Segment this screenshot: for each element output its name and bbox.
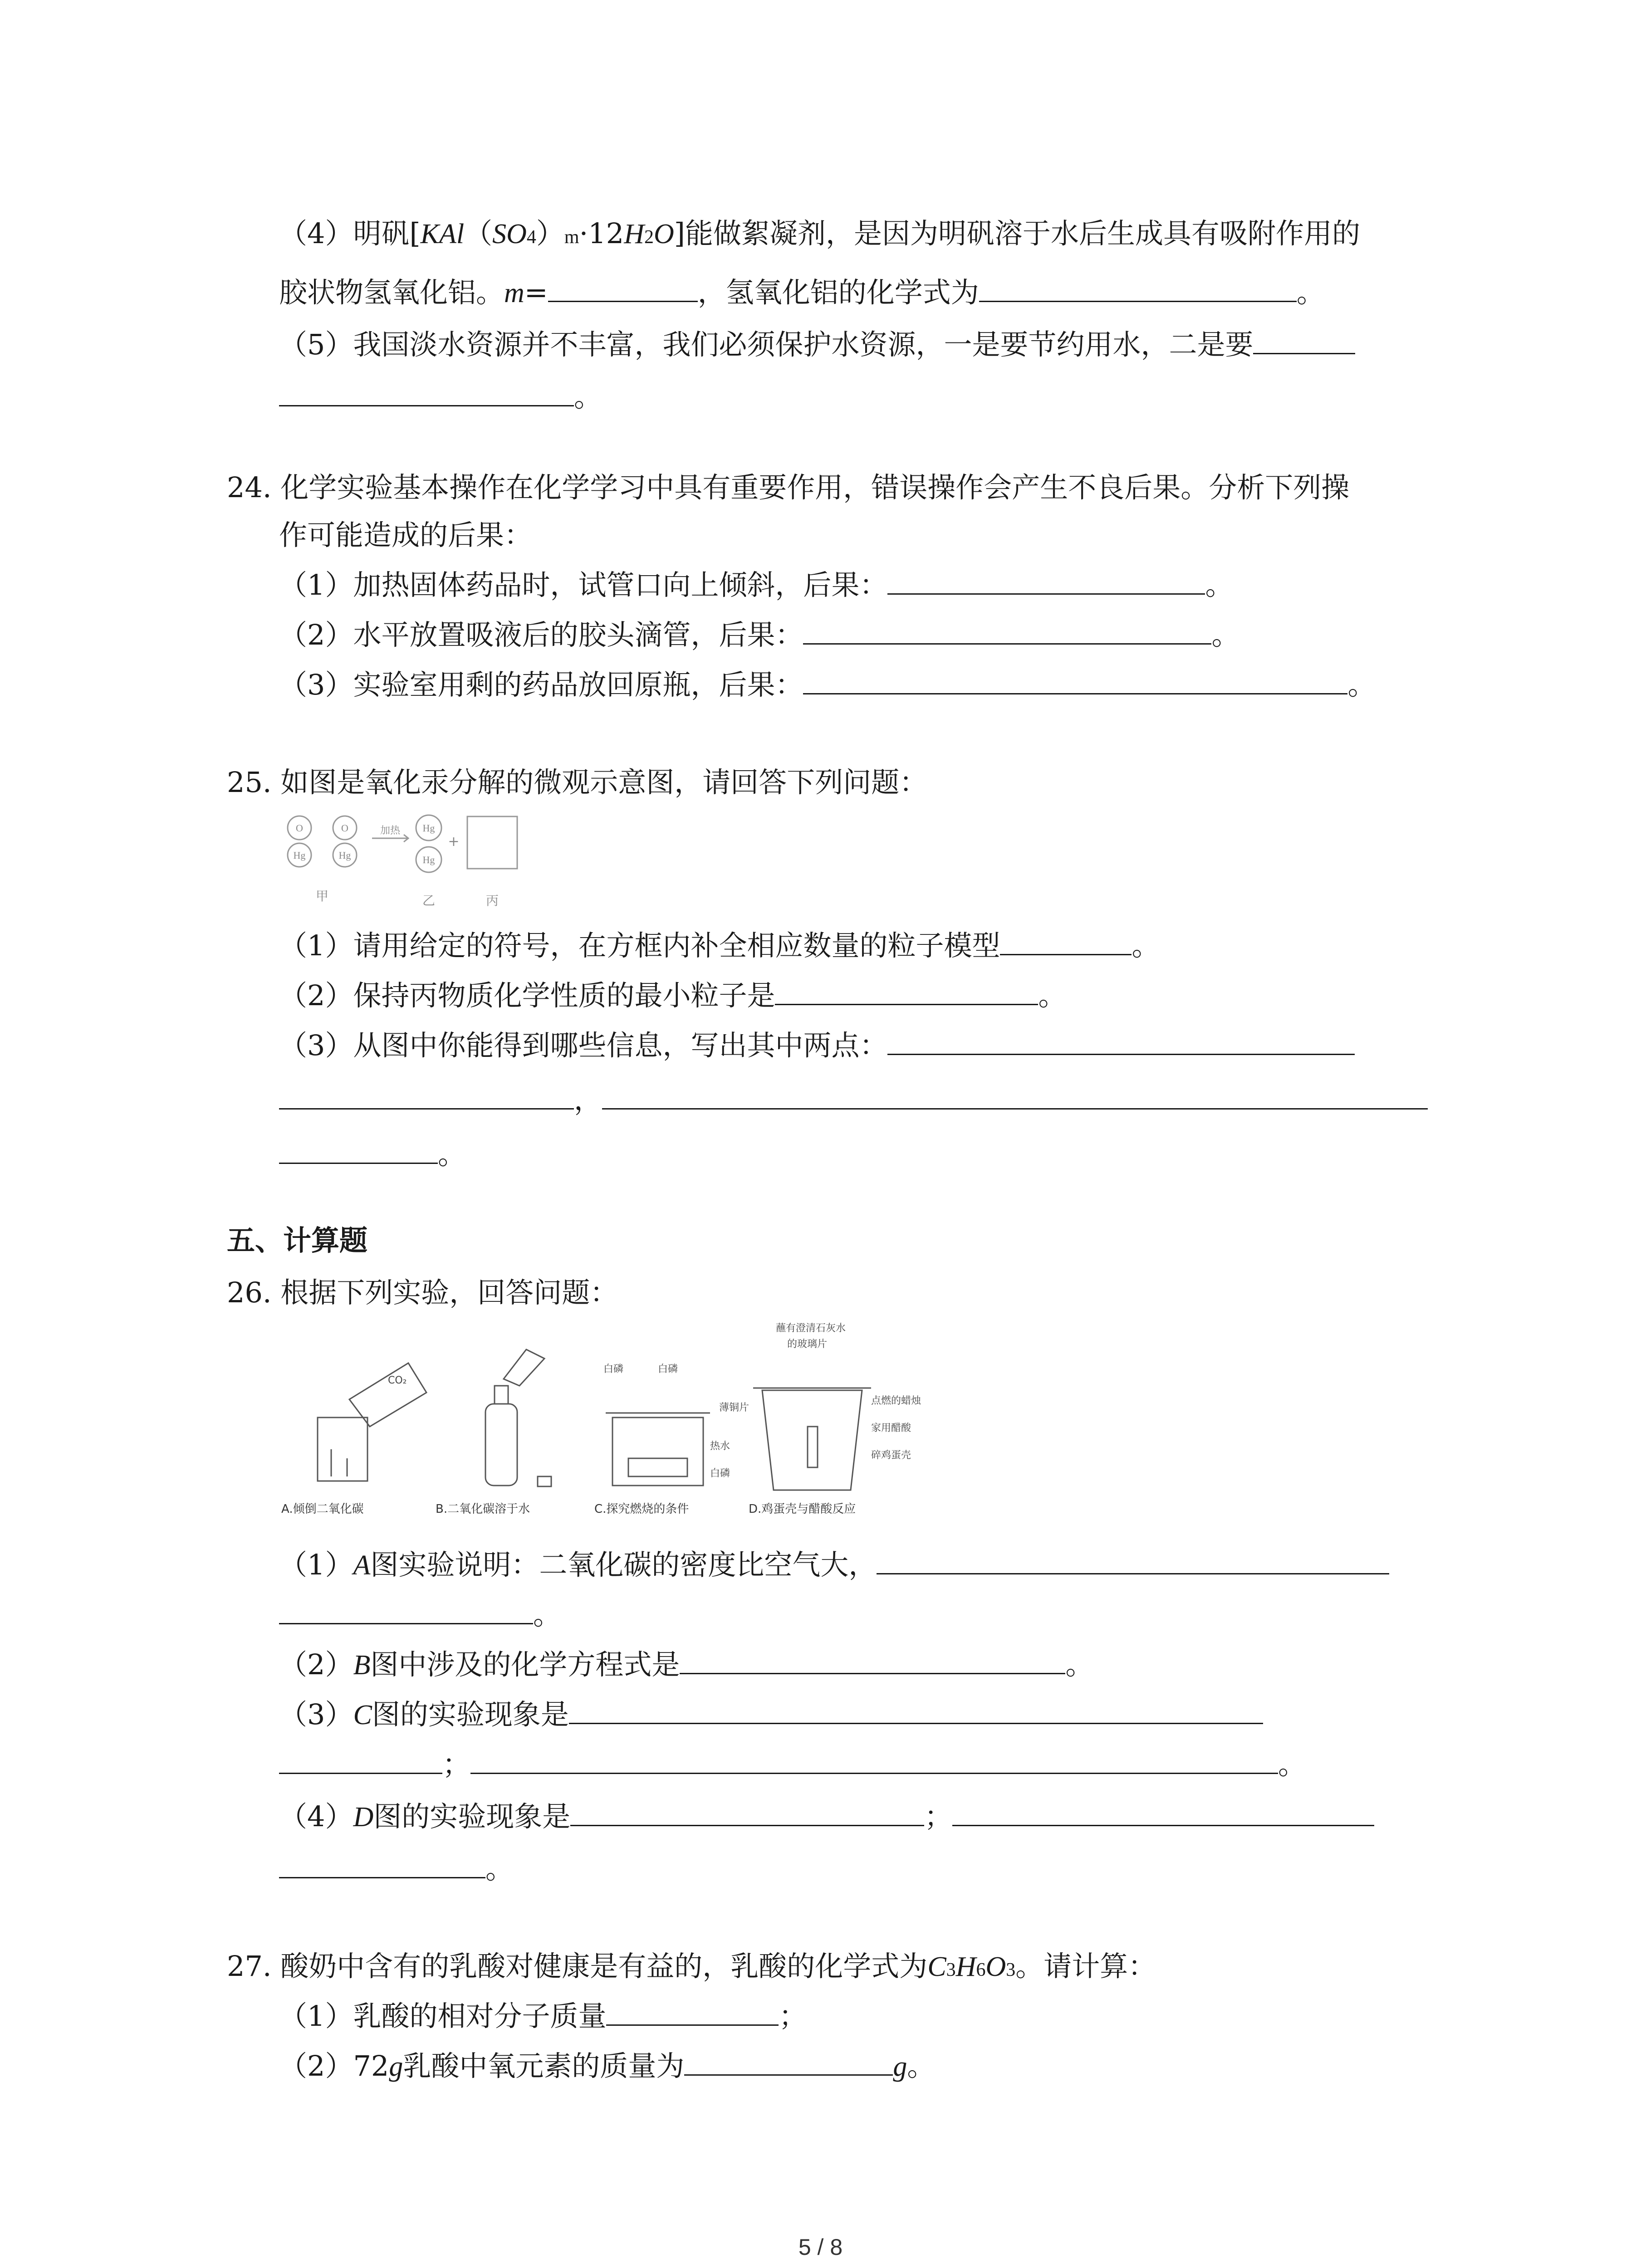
answer-blank-q26-3c[interactable]: [470, 1745, 1278, 1774]
period: 。: [438, 1138, 466, 1171]
q24-stem-line2: [279, 515, 532, 556]
beaker-d: [762, 1390, 862, 1490]
q25-part2: [279, 975, 1066, 1016]
q26-p2-text: 图中涉及的化学方程式是: [370, 1648, 680, 1681]
label-yi: 乙: [422, 893, 436, 908]
white-phosphorus-dish: [628, 1458, 687, 1476]
q26-part1-line1: [279, 1545, 1389, 1586]
q26-p4-text: 图的实验现象是: [373, 1800, 571, 1833]
formula-dot-12: ·12: [579, 217, 624, 250]
q27-stem-end: 。请计算：: [1015, 1950, 1156, 1983]
q24-p1-text: （1）加热固体药品时，试管口向上倾斜，后果：: [279, 568, 888, 601]
formula-so: SO: [492, 219, 527, 249]
formula-h: H: [624, 219, 644, 249]
q23-p4-text-rest: ]能做絮凝剂，是因为明矾溶于水后生成具有吸附作用的: [674, 217, 1360, 250]
q24-stem-cont: 作可能造成的后果：: [279, 518, 533, 552]
q25-part3-line1: [279, 1025, 1355, 1066]
period: 。: [1278, 1748, 1307, 1781]
q27-stem-line: [227, 1946, 1156, 1990]
q25-part3-line3: [279, 1134, 466, 1175]
formula-kal: KAl: [420, 219, 465, 249]
section-title-calculation: [227, 1220, 367, 1261]
label-white-p1: 白磷: [603, 1364, 624, 1375]
q23-part5-line2: [279, 376, 602, 417]
bottle-cap: [538, 1476, 551, 1486]
label-bing: 丙: [485, 893, 499, 908]
q27-part1: [279, 1996, 807, 2037]
var-b: B: [353, 1650, 371, 1681]
answer-blank-q26-3b[interactable]: [279, 1745, 442, 1774]
label-hot-water: 热水: [710, 1441, 730, 1452]
q27-stem: 27. 酸奶中含有的乳酸对健康是有益的，乳酸的化学式为: [227, 1950, 928, 1983]
bottle-neck: [495, 1386, 508, 1404]
q24-part2: [279, 615, 1239, 655]
q27-p2-num: （2）72: [279, 2049, 389, 2082]
period: 。: [485, 1852, 514, 1885]
label-white-p2: 白磷: [658, 1364, 678, 1375]
caption-d: D.鸡蛋壳与醋酸反应: [749, 1502, 856, 1516]
q23-p4-line2-text2: ，氢氧化铝的化学式为: [697, 276, 979, 309]
answer-blank-q25-3c[interactable]: [602, 1080, 1428, 1110]
unit-g: g: [893, 2051, 907, 2082]
comma: ，: [574, 1083, 603, 1116]
semicolon: ；: [924, 1800, 953, 1833]
formula-h-subscript: 2: [644, 227, 654, 248]
q26-experiment-figures: [272, 1313, 953, 1522]
period: 。: [1347, 668, 1376, 701]
paren-open: （: [464, 217, 493, 250]
period: 。: [533, 1598, 562, 1631]
q24-stem-line1: [227, 467, 1349, 508]
period: 。: [1205, 568, 1234, 601]
q26-part1-line2: [279, 1594, 561, 1635]
formula-so-subscript: 4: [526, 227, 536, 248]
label-lime-water-2: 的玻璃片: [787, 1339, 828, 1350]
plastic-bottle: [485, 1404, 517, 1486]
label-vinegar: 家用醋酸: [871, 1422, 911, 1434]
q25-stem: 25. 如图是氧化汞分解的微观示意图，请回答下列问题：: [227, 766, 928, 799]
q27-p2-text: 乳酸中氧元素的质量为: [403, 2049, 685, 2082]
label-eggshell: 碎鸡蛋壳: [871, 1450, 911, 1461]
answer-blank-q25-2[interactable]: [775, 976, 1038, 1005]
q26-p1-num: （1）: [279, 1548, 353, 1581]
answer-blank-q24-1[interactable]: [887, 565, 1205, 595]
q26-p2-num: （2）: [279, 1648, 353, 1681]
q26-part3-line2: [279, 1744, 1306, 1785]
caption-a: A.倾倒二氧化碳: [281, 1502, 364, 1516]
formula-o-subscript: 3: [1006, 1960, 1016, 1980]
condition-label: 加热: [380, 825, 401, 836]
answer-blank-q23-5b[interactable]: [279, 377, 574, 406]
answer-blank-m[interactable]: [548, 273, 698, 302]
beaker-c: [612, 1418, 703, 1486]
q23-p4-text: （4）明矾[: [279, 217, 421, 250]
formula-m-subscript: m: [564, 227, 579, 248]
q25-stem-line: [227, 762, 927, 803]
q26-part4-line1: [279, 1796, 1374, 1838]
q26-part4-line2: [279, 1848, 514, 1889]
q25-part1: [279, 925, 1160, 966]
hg-label-2: Hg: [338, 850, 351, 861]
period: 。: [1038, 979, 1067, 1012]
q26-p3-text: 图的实验现象是: [372, 1698, 569, 1731]
equals-sign: =: [524, 276, 548, 309]
q26-part3-line1: [279, 1694, 1263, 1735]
hg-label-3: Hg: [422, 822, 435, 834]
answer-blank-q24-2[interactable]: [803, 615, 1211, 645]
label-copper: 薄铜片: [719, 1402, 749, 1413]
formula-h-subscript: 6: [976, 1960, 986, 1980]
answer-blank-q23-5a[interactable]: [1253, 325, 1355, 354]
answer-blank-q25-3d[interactable]: [279, 1134, 438, 1164]
period: 。: [1296, 276, 1325, 309]
hg-label-1: Hg: [293, 850, 306, 861]
q25-part3-line2: [279, 1080, 1428, 1120]
answer-blank-q26-3a[interactable]: [569, 1695, 1263, 1724]
q25-p3-text: （3）从图中你能得到哪些信息，写出其中两点：: [279, 1029, 888, 1062]
answer-blank-q25-3b[interactable]: [279, 1080, 574, 1110]
formula-c-subscript: 3: [946, 1960, 956, 1980]
answer-blank-q24-3[interactable]: [803, 665, 1347, 694]
hg-label-4: Hg: [422, 854, 435, 865]
answer-blank-q26-2[interactable]: [680, 1645, 1065, 1674]
page-number: 5 / 8: [798, 2234, 843, 2260]
answer-blank-q26-1b[interactable]: [279, 1595, 533, 1624]
o-label-2: O: [341, 822, 348, 834]
answer-blank-q26-1a[interactable]: [877, 1545, 1389, 1574]
q24-part1: [279, 565, 1233, 606]
q26-p4-num: （4）: [279, 1800, 353, 1833]
semicolon: ；: [779, 1999, 807, 2033]
label-jia: 甲: [315, 889, 329, 904]
var-a: A: [353, 1550, 371, 1581]
period: 。: [1065, 1648, 1094, 1681]
answer-blank-q26-4c[interactable]: [279, 1849, 485, 1878]
q24-p2-text: （2）水平放置吸液后的胶头滴管，后果：: [279, 618, 803, 651]
answer-box-bing: [467, 816, 517, 869]
q24-p3-text: （3）实验室用剩的药品放回原瓶，后果：: [279, 668, 803, 701]
q24-stem: 24. 化学实验基本操作在化学学习中具有重要作用，错误操作会产生不良后果。分析下列操: [227, 471, 1350, 504]
q23-p5-text: （5）我国淡水资源并不丰富，我们必须保护水资源，一是要节约用水，二是要: [279, 328, 1254, 361]
mercury-oxide-decomposition-diagram: [277, 812, 531, 925]
answer-blank-q25-3a[interactable]: [887, 1026, 1355, 1055]
q26-part2: [279, 1644, 1093, 1686]
q27-p1-text: （1）乳酸的相对分子质量: [279, 1999, 607, 2033]
q24-part3: [279, 665, 1376, 705]
q23-part4-line1: [279, 213, 1360, 258]
label-lime-water-1: 蘸有澄清石灰水: [776, 1323, 846, 1334]
q25-p2-text: （2）保持丙物质化学性质的最小粒子是: [279, 979, 775, 1012]
plus-sign: +: [448, 834, 460, 850]
beaker-a: [318, 1418, 367, 1481]
label-candle: 点燃的蜡烛: [871, 1395, 921, 1407]
formula-h: H: [955, 1951, 976, 1982]
q23-part5-line1: [279, 324, 1355, 365]
period: 。: [1211, 618, 1240, 651]
answer-blank-aluminum-hydroxide[interactable]: [979, 273, 1297, 302]
semicolon: ；: [442, 1748, 471, 1781]
caption-c: C.探究燃烧的条件: [594, 1502, 689, 1516]
label-co2: CO₂: [388, 1375, 407, 1386]
q25-p1-text: （1）请用给定的符号，在方框内补全相应数量的粒子模型: [279, 929, 1000, 962]
formula-o: O: [653, 219, 674, 249]
answer-blank-q26-4b[interactable]: [952, 1797, 1374, 1826]
unit-g: g: [389, 2051, 403, 2082]
answer-blank-q26-4a[interactable]: [570, 1797, 924, 1826]
period: 。: [1132, 929, 1160, 962]
q27-part2: [279, 2046, 935, 2087]
formula-o: O: [985, 1951, 1006, 1982]
paren-close: ）: [536, 217, 564, 250]
candle-d: [808, 1427, 818, 1467]
q26-stem: 26. 根据下列实验，回答问题：: [227, 1276, 618, 1309]
q26-p1-text: 图实验说明：二氧化碳的密度比空气大，: [370, 1548, 877, 1581]
period: 。: [574, 380, 603, 413]
o-label-1: O: [296, 822, 303, 834]
var-m: m: [504, 278, 524, 308]
section-title-text: 五、计算题: [227, 1224, 368, 1257]
answer-blank-q27-1[interactable]: [606, 1996, 779, 2026]
pouring-beaker-b: [504, 1349, 544, 1386]
q26-stem-line: [227, 1272, 618, 1313]
q23-p4-line2-text: 胶状物氢氧化铝。: [279, 276, 505, 309]
label-white-p3: 白磷: [710, 1468, 730, 1479]
var-c: C: [353, 1700, 372, 1730]
formula-c: C: [927, 1951, 946, 1982]
q26-p3-num: （3）: [279, 1698, 353, 1731]
answer-blank-q27-2[interactable]: [684, 2046, 893, 2076]
q23-part4-line2: [279, 272, 1325, 313]
var-d: D: [353, 1802, 374, 1833]
caption-b: B.二氧化碳溶于水: [436, 1502, 530, 1516]
answer-blank-q25-1[interactable]: [1000, 926, 1132, 955]
period: 。: [907, 2049, 936, 2082]
